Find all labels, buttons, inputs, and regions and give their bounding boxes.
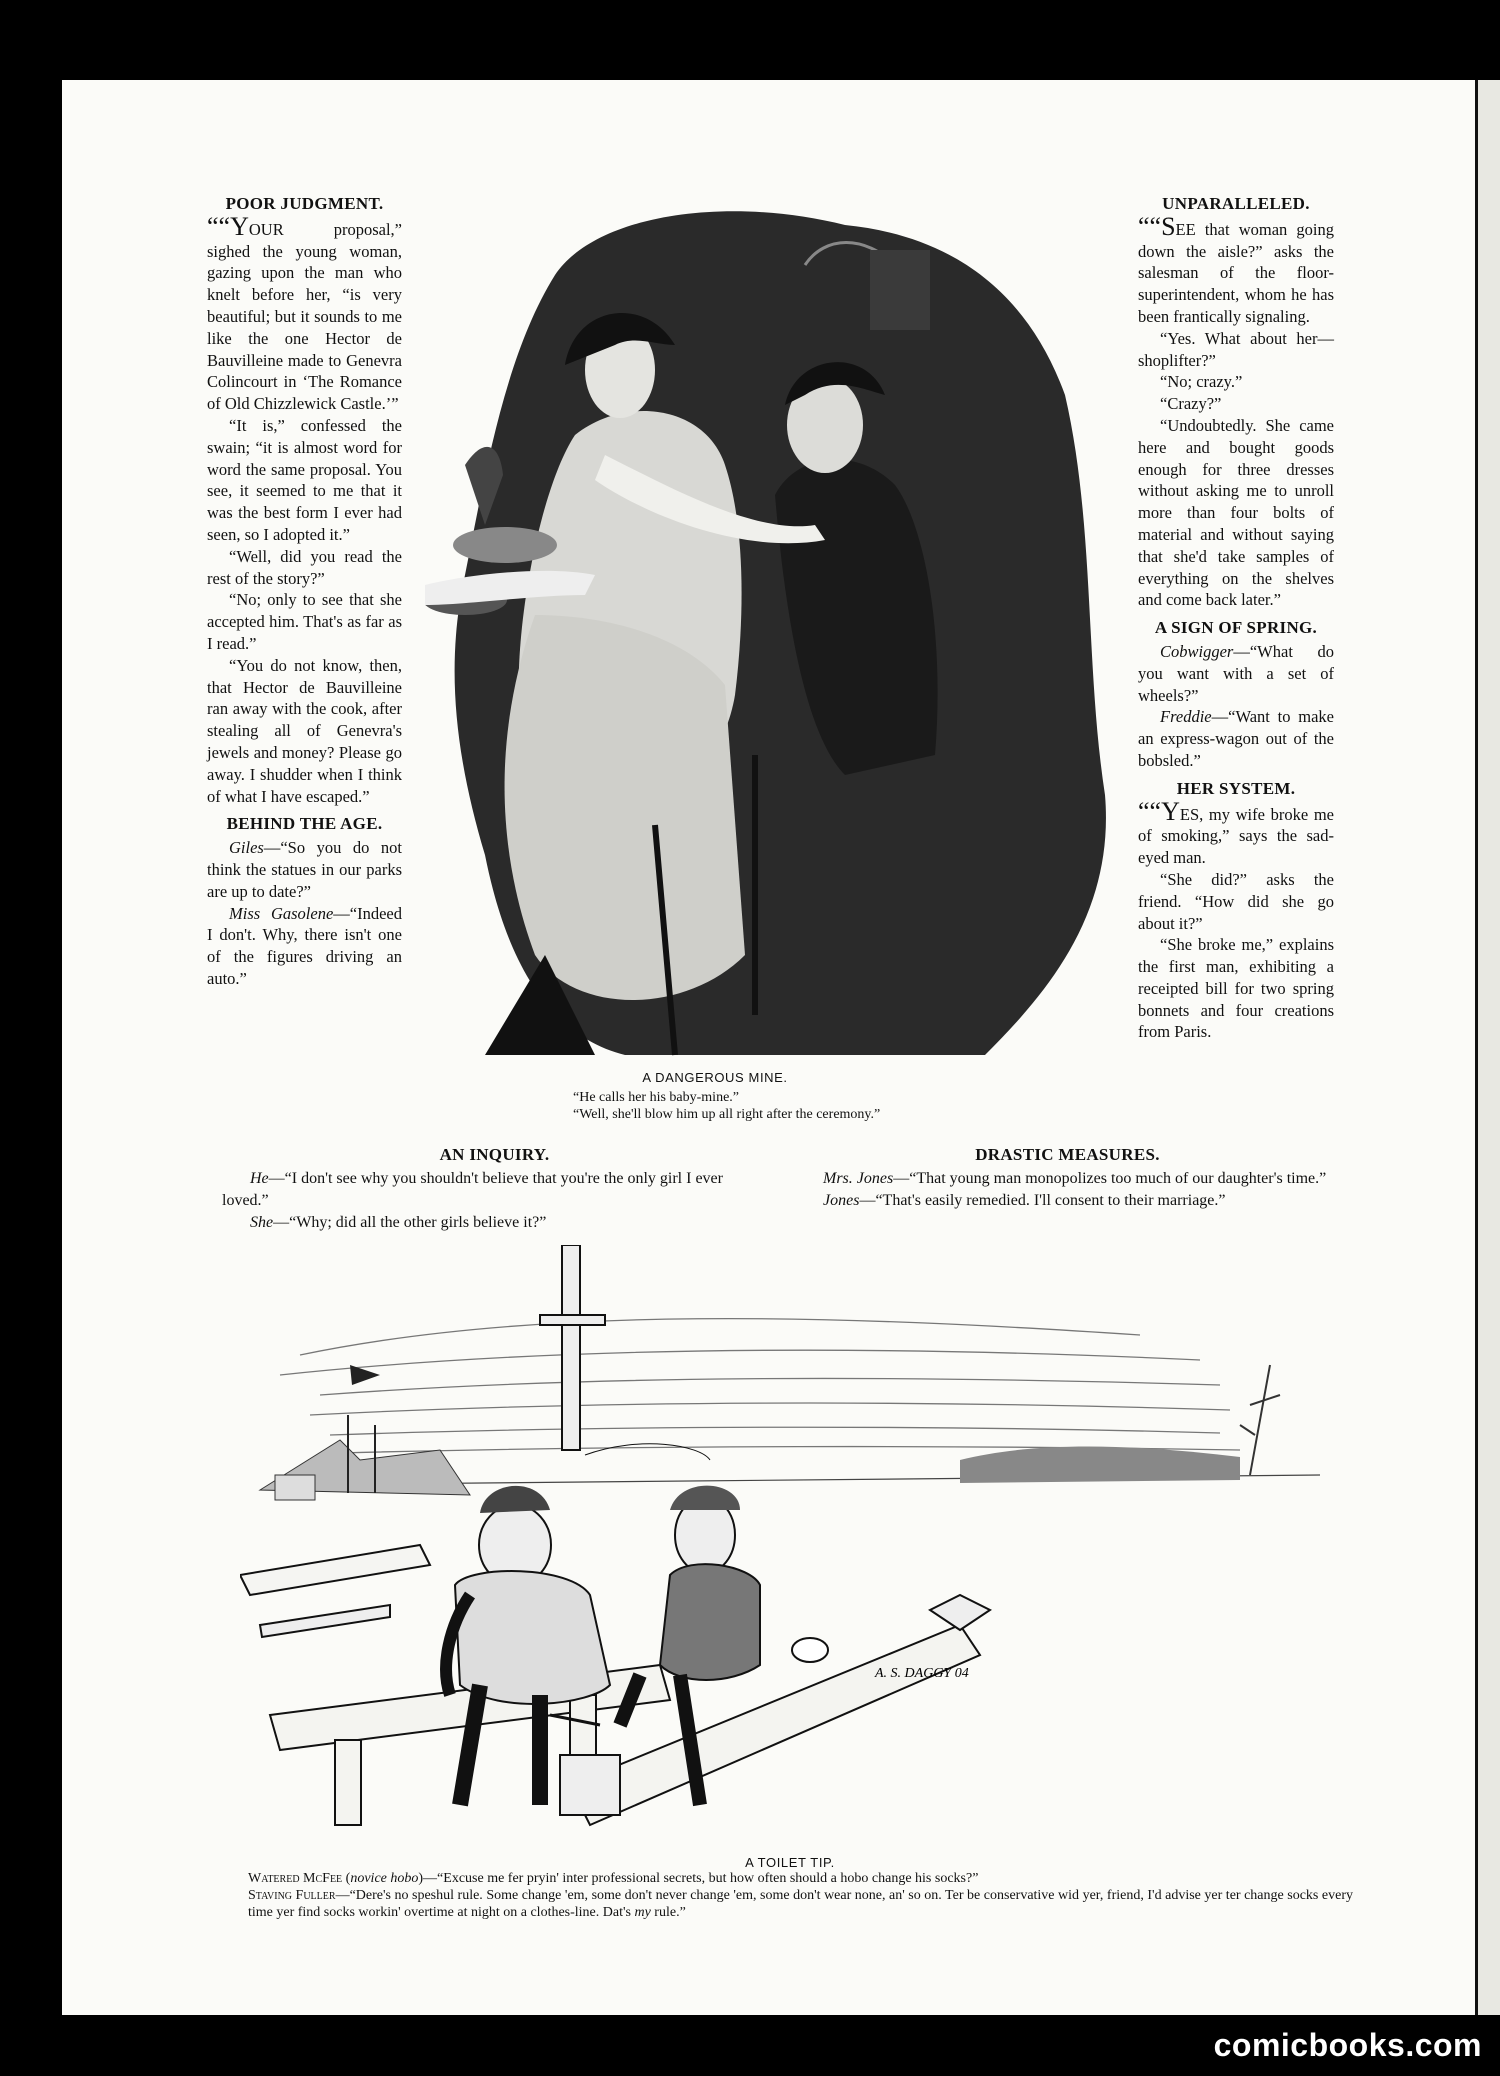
heading-her-system: HER SYSTEM. — [1176, 778, 1296, 798]
paragraph: “Undoubtedly. She came here and bought goods enough for three dresses without asking me to unroll more than four bolts of material and without saying that she'd take samples of everything on the shelves and come back later.” — [1138, 415, 1334, 610]
illustration-dangerous-mine — [425, 195, 1115, 1065]
right-text-column — [1138, 193, 1334, 1043]
page-gutter — [1475, 80, 1478, 2015]
paragraph: “You do not know, then, that Hector de Bauvilleine ran away with the cook, after stealing all of Genevra's jewels and money? Please go away. I shudder when I think of what I have escaped.” — [207, 655, 402, 806]
cartoon-caption — [248, 1870, 1353, 1921]
paragraph: “No; crazy.” — [1160, 372, 1243, 392]
paragraph: Jones—“That's easily remedied. I'll consent to their marriage.” — [823, 1192, 1226, 1209]
caption-line: “Well, she'll blow him up all right after the ceremony.” — [573, 1107, 881, 1122]
paragraph: “Crazy?” — [1160, 394, 1222, 414]
paragraph: ““SEE that woman going down the aisle?” asks the salesman of the floor-superintendent, whom he has been frantically signaling. — [1138, 211, 1334, 326]
paragraph: “Well, did you read the rest of the story?” — [207, 546, 402, 588]
paragraph: “She broke me,” explains the first man, exhibiting a receipted bill for two spring bonnets and four creations from Paris. — [1138, 935, 1334, 1042]
paragraph: Miss Gasolene—“Indeed I don't. Why, there isn't one of the figures driving an auto.” — [207, 903, 402, 988]
caption-line: “He calls her his baby-mine.” — [573, 1090, 739, 1105]
paragraph: “She did?” asks the friend. “How did she go about it?” — [1138, 869, 1334, 933]
caption-title: A TOILET TIP. — [745, 1855, 835, 1870]
facing-page-edge — [1477, 80, 1500, 2015]
paragraph: Cobwigger—“What do you want with a set of wheels?” — [1138, 641, 1334, 705]
caption-title: A DANGEROUS MINE. — [642, 1070, 788, 1085]
left-text-column — [207, 193, 402, 990]
caption-line: Watered McFee (novice hobo)—“Excuse me fer pryin' inter professional secrets, but how often should a hobo change his socks?” — [248, 1871, 979, 1886]
heading-an-inquiry: AN INQUIRY. — [439, 1145, 550, 1164]
heading-drastic-measures: DRASTIC MEASURES. — [975, 1145, 1160, 1164]
section-drastic-measures — [795, 1144, 1340, 1212]
paragraph: ““YOUR proposal,” sighed the young woman, gazing upon the man who knelt before her, “is very beautiful; but it sounds to me like the one Hector de Bauvilleine made to Genevra Colincourt in ‘The Romance of Old Chizzlewick Castle.’” — [207, 211, 402, 414]
heading-behind-the-age: BEHIND THE AGE. — [226, 814, 383, 834]
paragraph: “No; only to see that she accepted him. That's as far as I read.” — [207, 590, 402, 653]
paragraph: She—“Why; did all the other girls believe it?” — [250, 1214, 547, 1231]
paragraph: ““YES, my wife broke me of smoking,” says the sad-eyed man. — [1138, 796, 1334, 868]
paragraph: “It is,” confessed the swain; “it is almost word for word the same proposal. You see, it seemed to me that it was the best form I ever had seen, so I adopted it.” — [207, 415, 402, 544]
artist-signature: A. S. DAGGY 04 — [875, 1666, 969, 1681]
caption-line: Staving Fuller—“Dere's no speshul rule. Some change 'em, some don't never change 'em, some don't wear none, an' so on. Ter be conservative wid yer, friend, I'd advise yer ter change socks every time yer find socks workin' overtime at night on a clothes-line. Dat's my rule.” — [248, 1888, 1353, 1920]
paragraph: He—“I don't see why you shouldn't believe that you're the only girl I ever loved.” — [222, 1170, 723, 1209]
heading-unparalleled: UNPARALLELED. — [1162, 194, 1310, 213]
heading-sign-of-spring: A SIGN OF SPRING. — [1154, 618, 1318, 638]
heading-poor-judgment: POOR JUDGMENT. — [225, 194, 384, 213]
watermark-logo: comicbooks.com — [1213, 2027, 1482, 2063]
paragraph: Freddie—“Want to make an express-wagon out of the bobsled.” — [1138, 707, 1334, 770]
paragraph: Giles—“So you do not think the statues in our parks are up to date?” — [207, 838, 402, 901]
paragraph: “Yes. What about her—shoplifter?” — [1138, 328, 1334, 370]
illustration-toilet-tip — [240, 1245, 1350, 1840]
paragraph: Mrs. Jones—“That young man monopolizes too much of our daughter's time.” — [823, 1170, 1327, 1187]
section-an-inquiry — [222, 1144, 767, 1234]
